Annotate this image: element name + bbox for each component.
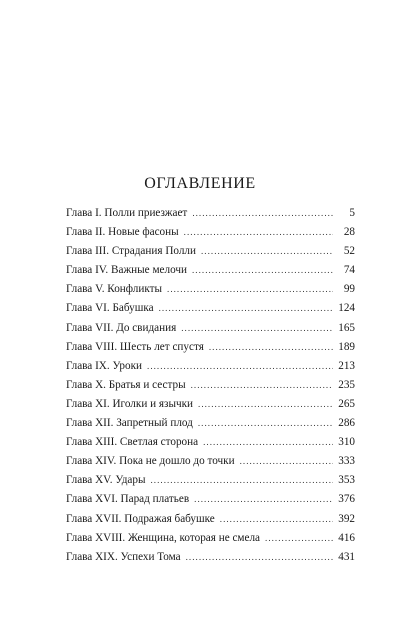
toc-entry [66,261,355,280]
toc-entry-page: 376 [338,493,355,506]
toc-entry-label: Глава XVII. Подражая бабушке [66,512,215,525]
toc-entry-page: 74 [343,264,355,277]
toc-entry [66,299,355,318]
toc-entry-label: Глава II. Новые фасоны [66,226,179,239]
dot-leader [203,433,333,452]
dot-leader [192,204,333,223]
toc-entry-page: 235 [338,378,355,391]
toc-entry-page: 28 [343,226,355,239]
toc-entry [66,280,355,299]
dot-leader [184,223,333,242]
toc-entry [66,376,355,395]
page-title: ОГЛАВЛЕНИЕ [144,175,256,192]
toc-entry [66,357,355,376]
toc-entry-label: Глава IX. Уроки [66,359,143,372]
dot-leader [181,319,333,338]
toc-entry-label: Глава XII. Запретный плод [66,417,193,430]
toc-entry-page: 52 [343,245,355,258]
toc-entry-label: Глава V. Конфликты [66,283,163,296]
toc-entry [66,242,355,261]
toc-entry-label: Глава VII. До свидания [66,321,177,334]
dot-leader [147,357,333,376]
toc-entry [66,510,355,529]
dot-leader [220,510,333,529]
toc-entry-page: 392 [338,512,355,525]
toc-entry [66,204,355,223]
toc-entry-page: 416 [338,531,355,544]
toc-entry [66,223,355,242]
dot-leader [198,414,333,433]
table-of-contents [66,204,355,567]
toc-entry-label: Глава XIII. Светлая сторона [66,436,199,449]
toc-entry-label: Глава I. Полли приезжает [66,207,188,219]
toc-entry [66,529,355,548]
toc-entry-page: 213 [338,359,355,372]
dot-leader [201,242,333,261]
toc-entry-page: 353 [338,474,355,487]
toc-entry-label: Глава XI. Иголки и язычки [66,397,194,410]
toc-entry-label: Глава XVIII. Женщина, которая не смела [66,531,261,544]
dot-leader [191,376,333,395]
toc-entry-label: Глава VIII. Шесть лет спустя [66,340,204,353]
dot-leader [198,395,333,414]
toc-entry [66,319,355,338]
toc-entry [66,471,355,490]
toc-entry-page: 265 [338,397,355,410]
toc-entry-page: 286 [338,417,355,430]
toc-entry-label: Глава XVI. Парад платьев [66,493,190,506]
toc-entry-label: Глава IV. Важные мелочи [66,264,187,277]
toc-entry-page: 124 [338,302,355,315]
toc-entry [66,452,355,471]
toc-entry-label: Глава III. Страдания Полли [66,245,196,258]
toc-entry [66,414,355,433]
dot-leader [186,548,333,567]
dot-leader [192,261,333,280]
toc-entry-page: 431 [338,550,355,563]
toc-entry [66,548,355,567]
toc-entry-label: Глава X. Братья и сестры [66,378,186,391]
toc-entry-label: Глава VI. Бабушка [66,302,154,315]
toc-entry [66,433,355,452]
toc-entry [66,395,355,414]
dot-leader [167,280,333,299]
toc-entry-page: 165 [338,321,355,334]
dot-leader [209,338,333,357]
dot-leader [159,299,333,318]
toc-entry-label: Глава XIV. Пока не дошло до точки [66,455,235,468]
toc-entry-label: Глава XV. Удары [66,474,146,487]
dot-leader [265,529,333,548]
toc-entry-page: 310 [338,436,355,449]
dot-leader [194,490,333,509]
toc-entry-label: Глава XIX. Успехи Тома [66,550,181,563]
toc-entry-page: 333 [338,455,355,468]
dot-leader [151,471,334,490]
toc-entry [66,338,355,357]
toc-entry-page: 189 [338,340,355,353]
dot-leader [240,452,333,471]
toc-entry-page: 99 [343,283,355,296]
toc-entry-page: 5 [349,207,355,219]
toc-entry [66,490,355,509]
